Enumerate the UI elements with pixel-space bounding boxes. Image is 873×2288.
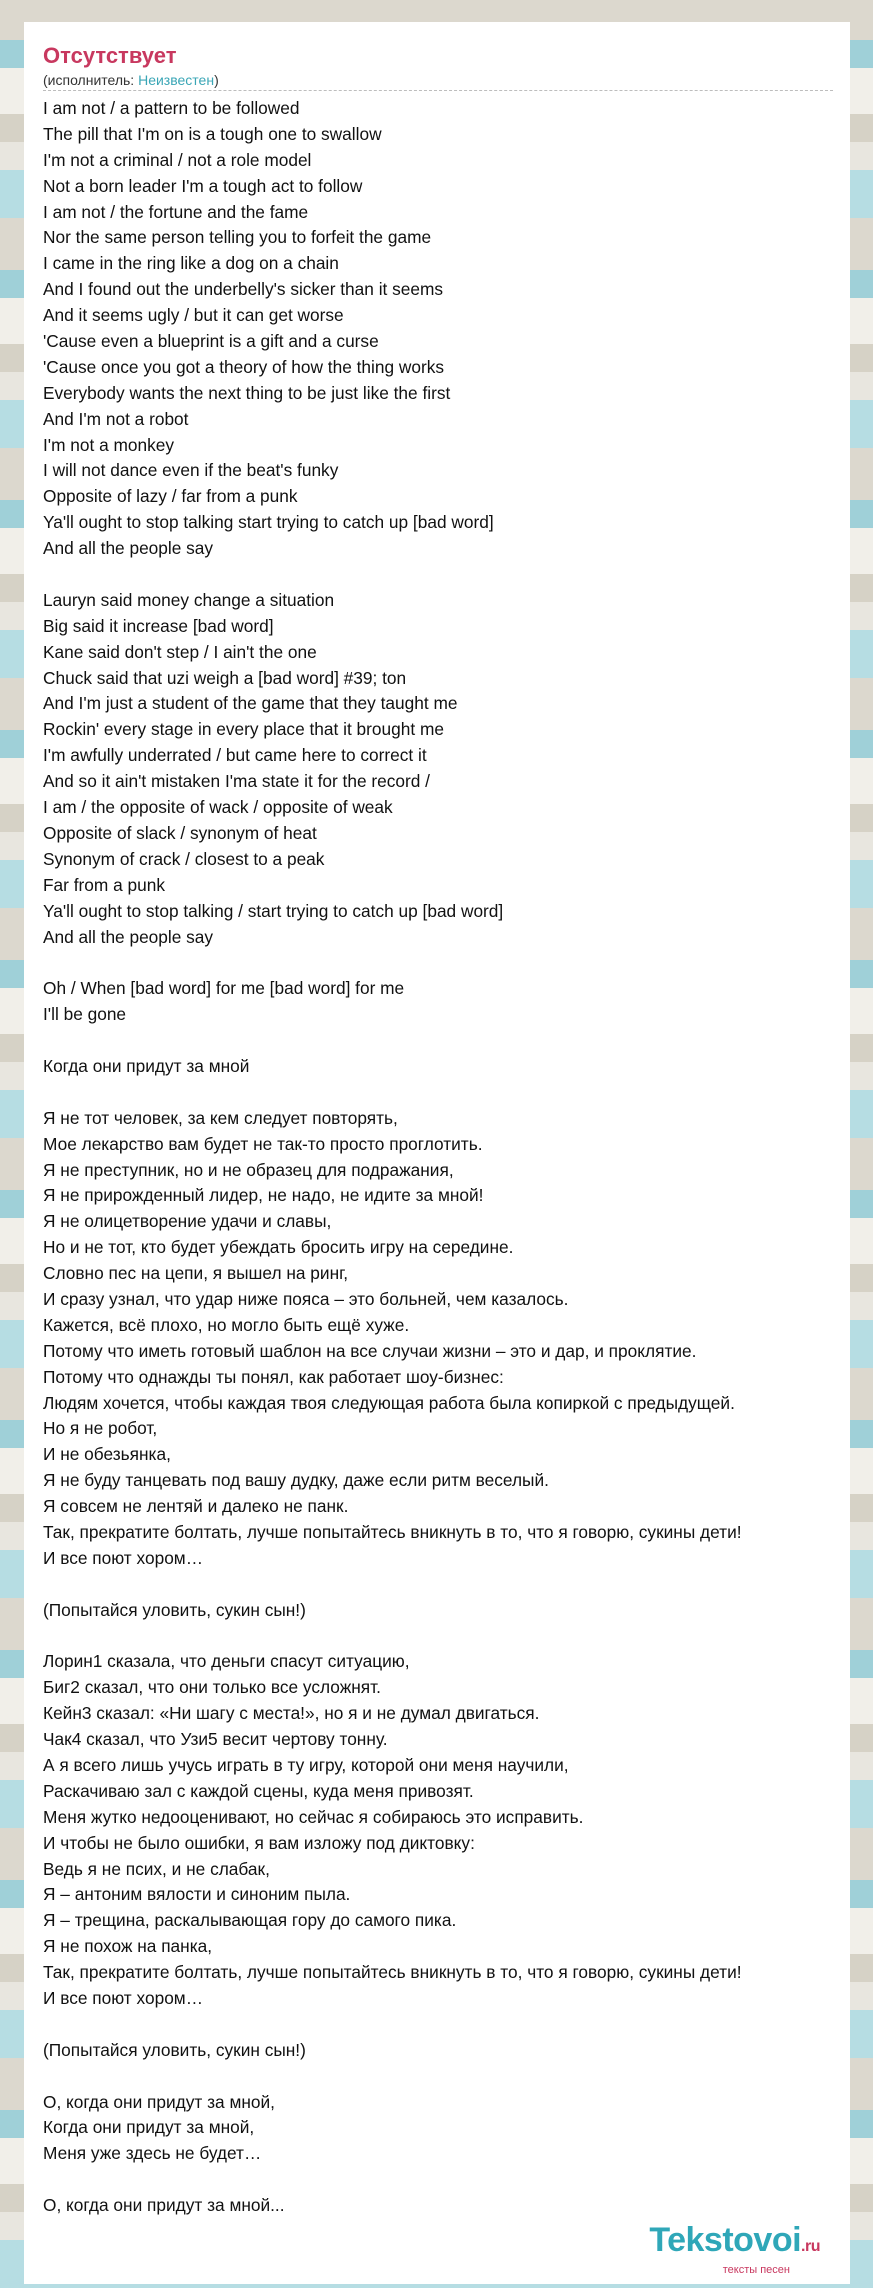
lyric-line: И чтобы не было ошибки, я вам изложу под диктовку: bbox=[43, 1832, 475, 1853]
lyric-line: The pill that I'm on is a tough one to swallow bbox=[43, 123, 382, 144]
lyric-line: Rockin' every stage in every place that it brought me bbox=[43, 719, 444, 740]
lyric-line: I'll be gone bbox=[43, 1004, 127, 1025]
lyric-line: Лорин1 сказала, что деньги спасут ситуацию, bbox=[43, 1651, 410, 1672]
lyric-line: Мое лекарство вам будет не так-то просто проглотить. bbox=[43, 1133, 483, 1154]
lyric-line: Людям хочется, чтобы каждая твоя следующая работа была копиркой с предыдущей. bbox=[43, 1392, 735, 1413]
lyric-line: And I found out the underbelly's sicker than it seems bbox=[43, 279, 444, 300]
lyric-line: (Попытайся уловить, сукин сын!) bbox=[43, 1599, 306, 1620]
lyric-line: I will not dance even if the beat's funky bbox=[43, 460, 339, 481]
song-title: Отсутствует bbox=[43, 43, 177, 68]
artist-line bbox=[43, 70, 833, 91]
lyric-line: Биг2 сказал, что они только все усложнят. bbox=[43, 1677, 381, 1698]
lyric-line: И все поют хором… bbox=[43, 1547, 203, 1568]
lyric-line: Меня жутко недооценивают, но сейчас я собираюсь это исправить. bbox=[43, 1806, 584, 1827]
lyric-line: Кажется, всё плохо, но могло быть ещё хуже. bbox=[43, 1314, 410, 1335]
lyric-line: Раскачиваю зал с каждой сцены, куда меня привозят. bbox=[43, 1780, 474, 1801]
lyric-line: 'Cause once you got a theory of how the thing works bbox=[43, 356, 445, 377]
lyric-line: Synonym of crack / closest to a peak bbox=[43, 848, 325, 869]
lyric-line: Потому что иметь готовый шаблон на все случаи жизни – это и дар, и проклятие. bbox=[43, 1340, 697, 1361]
lyric-line: Я – трещина, раскалывающая гору до самого пика. bbox=[43, 1910, 457, 1931]
lyrics-text bbox=[43, 96, 850, 2219]
lyric-line: Ya'll ought to stop talking start trying to catch up [bad word] bbox=[43, 512, 494, 533]
lyric-line: Not a born leader I'm a tough act to follow bbox=[43, 175, 363, 196]
logo-tld: .ru bbox=[801, 2238, 820, 2255]
lyric-blank-line bbox=[43, 1080, 850, 1106]
artist-prefix: (исполнитель: bbox=[43, 72, 139, 88]
lyric-line: Opposite of lazy / far from a punk bbox=[43, 486, 298, 507]
lyric-line: Far from a punk bbox=[43, 874, 165, 895]
site-logo[interactable] bbox=[649, 2223, 820, 2276]
lyric-line: Но я не робот, bbox=[43, 1418, 158, 1439]
lyric-line: А я всего лишь учусь играть в ту игру, которой они меня научили, bbox=[43, 1755, 569, 1775]
lyric-line: And all the people say bbox=[43, 926, 214, 947]
lyric-line: Кейн3 сказал: «Ни шагу с места!», но я и не думал двигаться. bbox=[43, 1703, 540, 1724]
lyric-line: Nor the same person telling you to forfeit the game bbox=[43, 227, 432, 248]
lyric-line: I am / the opposite of wack / opposite of weak bbox=[43, 797, 393, 818]
lyric-line: Но и не тот, кто будет убеждать бросить игру на середине. bbox=[43, 1237, 514, 1258]
lyric-line: I'm awfully underrated / but came here to correct it bbox=[43, 745, 427, 766]
lyric-line: Меня уже здесь не будет… bbox=[43, 2143, 262, 2164]
lyric-blank-line bbox=[43, 562, 850, 588]
lyric-line: И не обезьянка, bbox=[43, 1444, 171, 1465]
lyric-line: Я не преступник, но и не образец для подражания, bbox=[43, 1159, 454, 1180]
lyric-line: I'm not a criminal / not a role model bbox=[43, 149, 312, 170]
lyric-blank-line bbox=[43, 1624, 850, 1650]
artist-link[interactable]: Неизвестен bbox=[138, 72, 215, 88]
lyric-blank-line bbox=[43, 1572, 850, 1598]
lyric-line: Так, прекратите болтать, лучше попытайтесь вникнуть в то, что я говорю, сукины дети! bbox=[43, 1962, 742, 1983]
logo-tagline: тексты песен bbox=[722, 2264, 790, 2276]
lyric-line: Я – антоним вялости и синоним пыла. bbox=[43, 1884, 351, 1905]
lyric-line: Так, прекратите болтать, лучше попытайтесь вникнуть в то, что я говорю, сукины дети! bbox=[43, 1521, 742, 1542]
lyric-line: Chuck said that uzi weigh a [bad word] #39; ton bbox=[43, 667, 407, 688]
lyric-line: И сразу узнал, что удар ниже пояса – это больней, чем казалось. bbox=[43, 1288, 569, 1309]
lyric-line: Я не буду танцевать под вашу дудку, даже если ритм веселый. bbox=[43, 1470, 549, 1491]
lyric-line: And all the people say bbox=[43, 538, 214, 559]
lyric-line: Big said it increase [bad word] bbox=[43, 615, 274, 636]
lyric-line: Я не тот человек, за кем следует повторять, bbox=[43, 1107, 398, 1128]
lyric-blank-line bbox=[43, 1028, 850, 1054]
artist-suffix: ) bbox=[214, 72, 219, 88]
lyric-blank-line bbox=[43, 2064, 850, 2090]
lyric-blank-line bbox=[43, 2012, 850, 2038]
lyric-line: Я совсем не лентяй и далеко не панк. bbox=[43, 1496, 349, 1517]
lyric-line: Когда они придут за мной bbox=[43, 1055, 250, 1076]
lyric-line: And so it ain't mistaken I'ma state it for the record / bbox=[43, 771, 430, 792]
lyric-line: I'm not a monkey bbox=[43, 434, 175, 455]
lyric-line: (Попытайся уловить, сукин сын!) bbox=[43, 2039, 306, 2060]
lyric-line: Когда они придут за мной, bbox=[43, 2117, 255, 2138]
lyric-line: Kane said don't step / I ain't the one bbox=[43, 641, 317, 662]
lyric-line: And it seems ugly / but it can get worse bbox=[43, 305, 344, 326]
lyric-line: О, когда они придут за мной... bbox=[43, 2195, 285, 2216]
lyric-line: Lauryn said money change a situation bbox=[43, 589, 335, 610]
lyric-line: Opposite of slack / synonym of heat bbox=[43, 822, 317, 843]
lyric-line: О, когда они придут за мной, bbox=[43, 2091, 275, 2112]
lyric-line: И все поют хором… bbox=[43, 1988, 203, 2009]
lyric-line: Я не похож на панка, bbox=[43, 1936, 213, 1957]
lyric-line: I am not / the fortune and the fame bbox=[43, 201, 309, 222]
lyric-line: Я не прирожденный лидер, не надо, не идите за мной! bbox=[43, 1185, 484, 1206]
lyric-line: And I'm not a robot bbox=[43, 408, 189, 429]
lyric-line: And I'm just a student of the game that they taught me bbox=[43, 693, 458, 714]
lyric-blank-line bbox=[43, 950, 850, 976]
lyric-line: Ведь я не псих, и не слабак, bbox=[43, 1858, 270, 1879]
lyric-line: 'Cause even a blueprint is a gift and a curse bbox=[43, 331, 379, 352]
lyric-line: I am not / a pattern to be followed bbox=[43, 98, 300, 118]
logo-name: Tekstovoi bbox=[649, 2221, 802, 2259]
lyric-line: Потому что однажды ты понял, как работает шоу-бизнес: bbox=[43, 1366, 504, 1387]
lyric-line: Ya'll ought to stop talking / start trying to catch up [bad word] bbox=[43, 900, 504, 921]
lyrics-card bbox=[24, 22, 850, 2284]
lyric-line: I came in the ring like a dog on a chain bbox=[43, 253, 339, 274]
lyric-line: Словно пес на цепи, я вышел на ринг, bbox=[43, 1263, 349, 1284]
lyric-blank-line bbox=[43, 2167, 850, 2193]
lyric-line: Я не олицетворение удачи и славы, bbox=[43, 1211, 332, 1232]
lyric-line: Чак4 сказал, что Узи5 весит чертову тонну. bbox=[43, 1729, 388, 1750]
lyric-line: Everybody wants the next thing to be just like the first bbox=[43, 382, 451, 403]
lyric-line: Oh / When [bad word] for me [bad word] for me bbox=[43, 978, 405, 999]
